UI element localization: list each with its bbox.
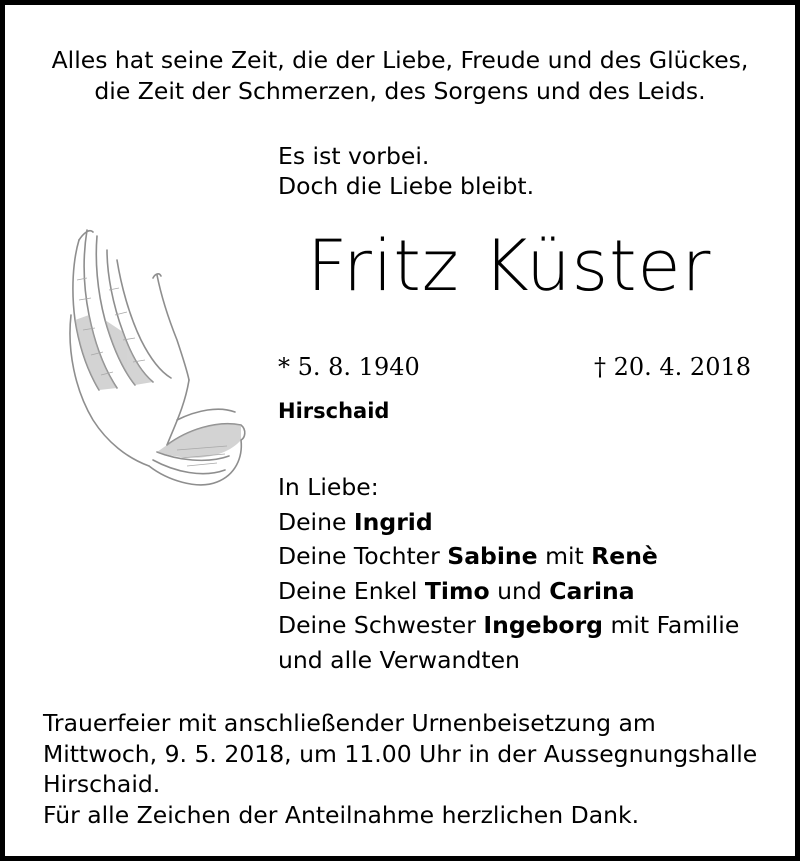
relative-name: Ingeborg bbox=[483, 611, 603, 639]
quote-line-2: Doch die Liebe bleibt. bbox=[278, 172, 535, 200]
family-list bbox=[278, 470, 739, 677]
poem-line-1: Alles hat seine Zeit, die der Liebe, Freude und des Glückes, bbox=[51, 46, 749, 74]
family-line-5: und alle Verwandten bbox=[278, 645, 520, 674]
quote-line-1: Es ist vorbei. bbox=[278, 142, 430, 170]
text: Deine Schwester bbox=[278, 611, 484, 639]
service-line-2: Mittwoch, 9. 5. 2018, um 11.00 Uhr in der Aussegnungshalle bbox=[43, 739, 758, 768]
text: Deine Enkel bbox=[278, 576, 425, 605]
text: mit Familie bbox=[603, 611, 740, 639]
family-line-3 bbox=[278, 574, 739, 609]
poem-line-2: die Zeit der Schmerzen, des Sorgens und des Leids. bbox=[94, 77, 706, 105]
family-line-4 bbox=[278, 608, 739, 643]
service-notice bbox=[43, 708, 757, 830]
relative-name: Carina bbox=[549, 576, 635, 605]
family-line-2 bbox=[278, 539, 739, 574]
death-date: † 20. 4. 2018 bbox=[593, 353, 751, 381]
relative-name: Timo bbox=[424, 576, 490, 605]
family-intro: In Liebe: bbox=[278, 473, 379, 501]
text: Deine Tochter bbox=[278, 542, 448, 570]
text: mit bbox=[537, 542, 592, 570]
service-line-3: Hirschaid. bbox=[43, 770, 161, 798]
service-line-1: Trauerfeier mit anschließender Urnenbeisetzung am bbox=[43, 709, 656, 737]
quote bbox=[278, 141, 534, 201]
deceased-name: Fritz Küster bbox=[307, 225, 712, 307]
poem bbox=[5, 45, 795, 107]
thanks-line: Für alle Zeichen der Anteilnahme herzlichen Dank. bbox=[43, 800, 640, 829]
relative-name: Sabine bbox=[447, 542, 538, 570]
residence: Hirschaid bbox=[278, 399, 390, 423]
relative-name: Ingrid bbox=[353, 507, 433, 536]
text: und bbox=[489, 576, 550, 605]
relative-name: Renè bbox=[591, 542, 658, 570]
birth-date: * 5. 8. 1940 bbox=[278, 353, 420, 381]
praying-hands-icon bbox=[57, 220, 249, 500]
text: Deine bbox=[278, 507, 354, 536]
family-line-1 bbox=[278, 505, 739, 540]
